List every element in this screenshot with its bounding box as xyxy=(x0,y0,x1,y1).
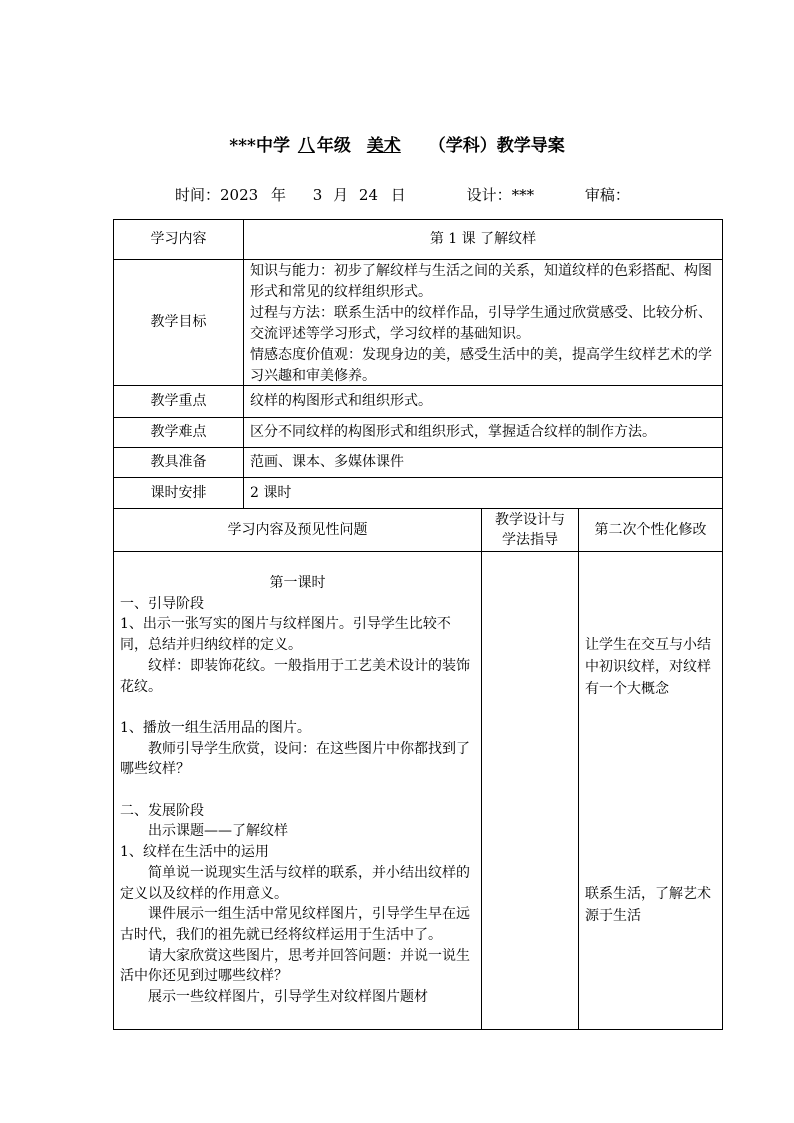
grade-value: 八 xyxy=(297,136,315,156)
revision-note-1: 让学生在交互与小结中初识纹样，对纹样有一个大概念 xyxy=(585,637,711,697)
value-content: 第 1 课 了解纹样 xyxy=(243,220,722,259)
col-header-design xyxy=(481,508,578,551)
subject-suffix: （学科）教学导案 xyxy=(428,136,565,156)
label-goals: 教学目标 xyxy=(114,259,243,385)
lesson-paragraph: 出示课题——了解纹样 xyxy=(148,823,288,840)
label-tools: 教具准备 xyxy=(114,447,243,477)
month-unit: 月 xyxy=(333,186,349,204)
year: 2023 xyxy=(220,186,259,204)
col-header-revision: 第二次个性化修改 xyxy=(578,508,722,551)
lesson-content xyxy=(114,551,481,1029)
reviewer: 审稿： xyxy=(584,186,630,204)
col-header-design-line2: 学法指导 xyxy=(502,532,558,548)
label-content: 学习内容 xyxy=(150,231,207,247)
year-unit: 年 xyxy=(270,186,286,204)
lesson-paragraph: 简单说一说现实生活与纹样的联系，并小结出纹样的定义以及纹样的作用意义。 xyxy=(120,864,470,902)
value-hours: 2 课时 xyxy=(243,477,722,508)
lesson-paragraph: 纹样：即装饰花纹。一般指用于工艺美术设计的装饰花纹。 xyxy=(120,657,470,695)
school-name: ***中学 xyxy=(229,136,290,156)
month: 3 xyxy=(312,186,323,204)
document-title xyxy=(0,131,794,156)
day: 24 xyxy=(358,186,378,204)
label-hours: 课时安排 xyxy=(114,477,243,508)
value-tools: 范画、课本、多媒体课件 xyxy=(243,447,722,477)
col-header-content: 学习内容及预见性问题 xyxy=(114,508,481,551)
grade-suffix: 年级 xyxy=(316,136,351,156)
goal-process: 过程与方法：联系生活中的纹样作品，引导学生通过欣赏感受、比较分析、交流评述等学习形式，学习纹样的基础知识。 xyxy=(250,305,712,342)
lesson-paragraph: 1、纹样在生活中的运用 xyxy=(120,844,269,861)
goal-attitude: 情感态度价值观：发现身边的美，感受生活中的美，提高学生纹样艺术的学习兴趣和审美修养。 xyxy=(250,347,712,384)
designer: 设计：*** xyxy=(466,186,535,204)
lesson-section-2: 二、发展阶段 xyxy=(120,802,204,819)
value-key: 纹样的构图形式和组织形式。 xyxy=(243,385,722,417)
lesson-title: 第一课时 xyxy=(269,575,326,591)
lesson-blank xyxy=(120,697,475,718)
design-guidance-cell xyxy=(481,551,578,1029)
info-line xyxy=(175,184,630,205)
lesson-paragraph: 教师引导学生欣赏，设问：在这些图片中你都找到了哪些纹样？ xyxy=(120,740,470,778)
lesson-plan-table xyxy=(113,219,723,1030)
revision-cell xyxy=(578,551,722,1029)
lesson-paragraph: 1、播放一组生活用品的图片。 xyxy=(120,719,311,736)
label-difficulty: 教学难点 xyxy=(114,417,243,447)
lesson-paragraph: 展示一些纹样图片，引导学生对纹样图片题材 xyxy=(148,989,428,1006)
time-label: 时间： xyxy=(175,186,221,204)
label-key: 教学重点 xyxy=(114,385,243,417)
lesson-section-1: 一、引导阶段 xyxy=(120,595,204,612)
value-difficulty: 区分不同纹样的构图形式和组织形式，掌握适合纹样的制作方法。 xyxy=(243,417,722,447)
lesson-blank xyxy=(120,780,475,801)
revision-note-2: 联系生活，了解艺术源于生活 xyxy=(585,886,711,924)
value-goals xyxy=(243,259,722,385)
lesson-paragraph: 1、出示一张写实的图片与纹样图片。引导学生比较不同，总结并归纳纹样的定义。 xyxy=(120,616,451,654)
lesson-paragraph: 课件展示一组生活中常见纹样图片，引导学生早在远古时代，我们的祖先就已经将纹样运用于生活中了。 xyxy=(120,906,470,943)
col-header-design-line1: 教学设计与 xyxy=(495,512,565,528)
lesson-paragraph: 请大家欣赏这些图片，思考并回答问题：并说一说生活中你还见到过哪些纹样？ xyxy=(120,947,470,985)
day-unit: 日 xyxy=(390,186,406,204)
goal-knowledge: 知识与能力：初步了解纹样与生活之间的关系，知道纹样的色彩搭配、构图形式和常见的纹样组织形式。 xyxy=(250,263,712,300)
subject-value: 美术 xyxy=(366,136,401,156)
